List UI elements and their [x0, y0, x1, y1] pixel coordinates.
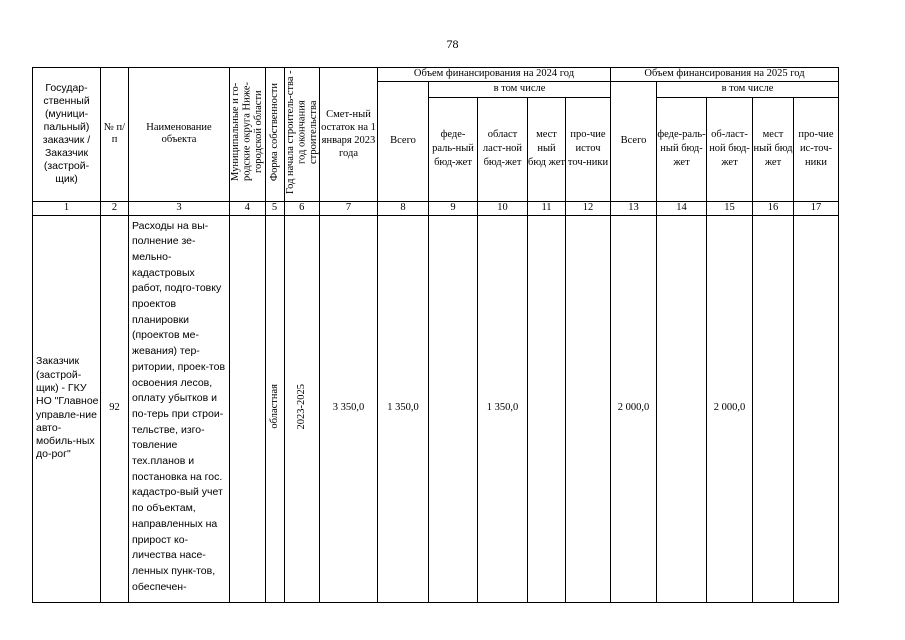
- customer-cell: Заказчик (застрой-щик) - ГКУ НО "Главное управле-ние авто-мобиль-ных до-рог": [33, 215, 101, 602]
- header-other-2025: про-чие ис-точ-ники: [794, 97, 839, 201]
- header-object-name: Наименование объекта: [129, 68, 230, 202]
- header-total-2025: Всего: [611, 81, 657, 201]
- header-customer: Государ-ственный (муници-пальный) заказчик / Заказчик (застрой-щик): [33, 68, 101, 202]
- other-2025-cell: [794, 215, 839, 602]
- object-name-cell: Расходы на вы-полнение зе-мельно-кадастровых работ, подго-товку проектов планировки (проектов ме-жевания) тер-ритории, проек-тов освоения лесов, оплату убытков и по-терь при строи-тельстве, изго-товление тех.планов и постановка на гос. кадастро-вый учет по объектам, направленных на прирост ко-личества насе-ленных пунк-тов, обеспечен-: [129, 215, 230, 602]
- column-number: 8: [378, 201, 429, 215]
- column-number: 6: [284, 201, 320, 215]
- federal-2025-cell: [657, 215, 707, 602]
- column-number: 9: [429, 201, 478, 215]
- header-federal-2024: феде-раль-ный бюд-жет: [429, 97, 478, 201]
- balance-cell: 3 350,0: [320, 215, 378, 602]
- column-number: 3: [129, 201, 230, 215]
- header-local-2024: мест ный бюд жет: [528, 97, 566, 201]
- column-number: 12: [566, 201, 611, 215]
- header-municipality: [230, 68, 266, 202]
- column-number: 17: [794, 201, 839, 215]
- column-number: 1: [33, 201, 101, 215]
- column-number: 10: [478, 201, 528, 215]
- header-other-2024: про-чие источ точ-ники: [566, 97, 611, 201]
- header-years-text: Год начала строитель-ства - год окончания строительства: [284, 70, 319, 194]
- years-text: 2023-2025: [296, 383, 307, 429]
- ownership-text: областная: [268, 383, 280, 429]
- header-incl-2025: в том числе: [657, 81, 839, 97]
- municipality-cell: [230, 215, 266, 602]
- column-number: 15: [707, 201, 753, 215]
- federal-2024-cell: [429, 215, 478, 602]
- header-years: [284, 68, 320, 202]
- header-incl-2024: в том числе: [429, 81, 611, 97]
- header-municipality-text: Муниципальные и го-родские округа Ниже-городской области: [230, 82, 264, 182]
- header-number-text: № п/ п: [103, 121, 126, 146]
- header-number: [101, 68, 129, 202]
- header-regional-2024: област ласт-ной бюд-жет: [478, 97, 528, 201]
- header-federal-2025: феде-раль-ный бюд-жет: [657, 97, 707, 201]
- local-2025-cell: [753, 215, 794, 602]
- column-number: 14: [657, 201, 707, 215]
- ownership-cell: [265, 215, 284, 602]
- years-cell: [284, 215, 320, 602]
- financing-table: [32, 67, 839, 603]
- local-2024-cell: [528, 215, 566, 602]
- header-total-2024: Всего: [378, 81, 429, 201]
- header-ownership-text: Форма собственности: [268, 82, 280, 182]
- column-number: 4: [230, 201, 266, 215]
- header-regional-2025: об-ласт-ной бюд-жет: [707, 97, 753, 201]
- column-number: 7: [320, 201, 378, 215]
- column-number: 2: [101, 201, 129, 215]
- column-numbers-row: [33, 201, 839, 215]
- header-fin-2024: Объем финансирования на 2024 год: [378, 68, 611, 82]
- header-balance: Смет-ный остаток на 1 января 2023 года: [320, 68, 378, 202]
- page-number: 78: [446, 37, 459, 51]
- header-fin-2025: Объем финансирования на 2025 год: [611, 68, 839, 82]
- regional-2024-cell: 1 350,0: [478, 215, 528, 602]
- column-number: 16: [753, 201, 794, 215]
- row-number-cell: 92: [101, 215, 129, 602]
- column-number: 11: [528, 201, 566, 215]
- table-row: [33, 215, 839, 602]
- header-ownership: [265, 68, 284, 202]
- total-2024-cell: 1 350,0: [378, 215, 429, 602]
- other-2024-cell: [566, 215, 611, 602]
- column-number: 5: [265, 201, 284, 215]
- column-number: 13: [611, 201, 657, 215]
- header-local-2025: мест ный бюд жет: [753, 97, 794, 201]
- regional-2025-cell: 2 000,0: [707, 215, 753, 602]
- total-2025-cell: 2 000,0: [611, 215, 657, 602]
